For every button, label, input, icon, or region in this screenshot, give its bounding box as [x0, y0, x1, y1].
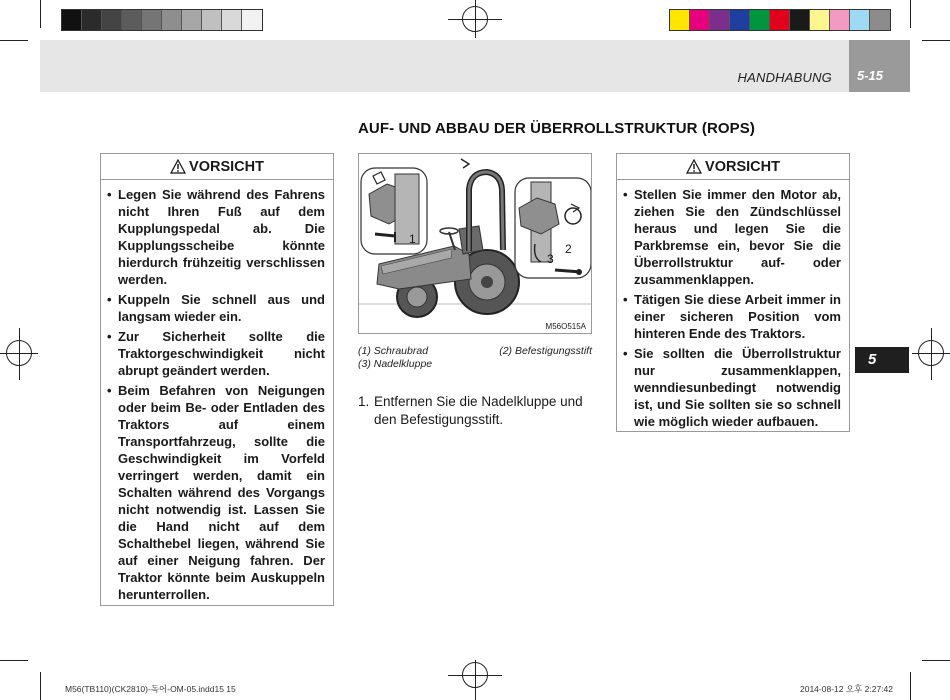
color-swatch: [870, 10, 890, 30]
caution-box-right: [616, 153, 850, 432]
caution-label: VORSICHT: [705, 158, 780, 175]
chapter-tab: [855, 347, 909, 373]
color-swatch: [770, 10, 790, 30]
caution-item: • Kuppeln Sie schnell aus und langsam wieder ein.: [107, 291, 325, 325]
grayscale-color-bar: [61, 9, 263, 31]
callout-3: 3: [547, 252, 554, 266]
caution-heading: [101, 154, 333, 180]
caution-item: • Stellen Sie immer den Motor ab, ziehen Sie den Zündschlüssel heraus und legen Sie die Parkbremse ein, bevor Sie die Überrollstruktur auf- oder zusammenklappen.: [623, 186, 841, 288]
legend-item-3: (3) Nadelkluppe: [358, 358, 433, 370]
color-swatch: [830, 10, 850, 30]
print-timestamp: 2014-08-12 오후 2:27:42: [800, 684, 893, 694]
section-title: AUF- UND ABBAU DER ÜBERROLLSTRUKTUR (ROPS): [358, 120, 755, 137]
color-swatch: [730, 10, 750, 30]
legend-item-2: (2) Befestigungsstift: [499, 345, 592, 357]
color-swatch: [182, 10, 202, 30]
rops-illustration: [358, 153, 592, 334]
color-swatch: [810, 10, 830, 30]
callout-2: 2: [565, 242, 572, 256]
color-swatch: [62, 10, 82, 30]
page-number: 5-15: [857, 68, 884, 83]
caution-list: [617, 180, 849, 441]
color-swatch: [82, 10, 102, 30]
file-info: M56(TB110)(CK2810)-독어-OM-05.indd15 15: [65, 684, 236, 694]
step-number: 1.: [358, 394, 370, 409]
figure-code: M56O515A: [545, 322, 586, 331]
color-swatch: [102, 10, 122, 30]
color-swatch: [202, 10, 222, 30]
caution-label: VORSICHT: [189, 158, 264, 175]
caution-item: • Zur Sicherheit sollte die Traktorgeschwindigkeit nicht abrupt geändert werden.: [107, 328, 325, 379]
caution-item: • Legen Sie während des Fahrens nicht Ihren Fuß auf dem Kupplungspedal ab. Die Kupplungsscheibe könnte hierdurch frühzeitig verschlissen werden.: [107, 186, 325, 288]
legend-item-1: (1) Schraubrad: [358, 345, 429, 357]
color-swatch: [142, 10, 162, 30]
color-swatch: [690, 10, 710, 30]
color-swatch: [242, 10, 262, 30]
running-header: HANDHABUNG: [737, 70, 832, 85]
color-swatch: [670, 10, 690, 30]
process-color-bar: [669, 9, 891, 31]
page-number-tab: [849, 40, 910, 92]
step-1: [358, 393, 594, 428]
caution-list: [101, 180, 333, 614]
step-text: Entfernen Sie die Nadelkluppe und den Befestigungsstift.: [374, 394, 583, 427]
color-swatch: [710, 10, 730, 30]
warning-triangle-icon: [170, 159, 186, 174]
color-swatch: [222, 10, 242, 30]
color-swatch: [790, 10, 810, 30]
callout-1: 1: [409, 232, 416, 246]
figure-legend: [358, 345, 592, 371]
color-swatch: [122, 10, 142, 30]
warning-triangle-icon: [686, 159, 702, 174]
color-swatch: [162, 10, 182, 30]
caution-item: • Tätigen Sie diese Arbeit immer in einer sicheren Position vom hinteren Ende des Traktors.: [623, 291, 841, 342]
color-swatch: [750, 10, 770, 30]
chapter-number: 5: [868, 351, 877, 368]
tractor-illustration: [359, 154, 592, 334]
caution-heading: [617, 154, 849, 180]
caution-item: • Beim Befahren von Neigungen oder beim Be- oder Entladen des Traktors auf einem Transportfahrzeug, sollte die Geschwindigkeit im Vorfeld verringert werden, damit ein Schalten während des Vorgangs nicht notwendig ist. Lassen Sie die Hand nicht auf dem Schalthebel liegen, während Sie auf einer Neigung fahren. Der Traktor könnte beim Auskuppeln herunterrollen.: [107, 382, 325, 603]
caution-box-left: [100, 153, 334, 606]
caution-item: • Sie sollten die Überrollstruktur nur zusammenklappen, wenndiesunbedingt notwendig ist, und Sie sollten sie so schnell wie möglich wieder aufbauen.: [623, 345, 841, 430]
color-swatch: [850, 10, 870, 30]
